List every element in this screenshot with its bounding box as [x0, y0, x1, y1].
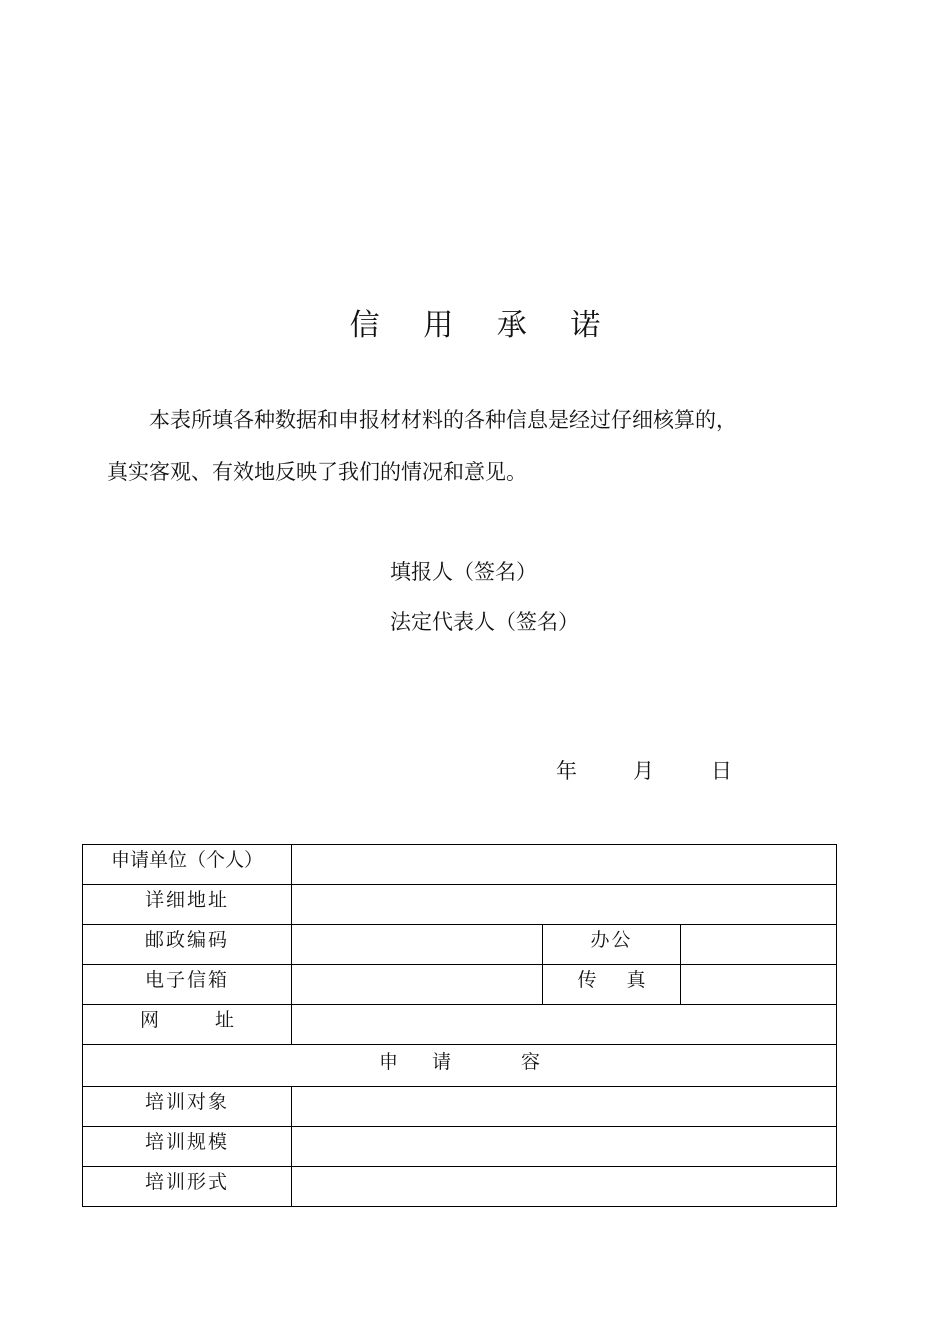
date-day-label: 日 — [711, 759, 732, 783]
address-field[interactable] — [292, 885, 837, 925]
scale-field[interactable] — [292, 1127, 837, 1167]
title-char: 信 — [349, 308, 380, 343]
content-header-char: 申 — [379, 1051, 399, 1073]
title-char: 承 — [496, 308, 527, 343]
content-header-char: 容 — [521, 1051, 541, 1073]
email-label: 电子信箱 — [83, 965, 292, 1005]
content-header-char: 请 — [432, 1051, 452, 1073]
form-row-applicant — [83, 845, 837, 885]
form-row-website — [83, 1005, 837, 1045]
scale-label: 培训规模 — [83, 1127, 292, 1167]
office-label: 办公 — [543, 925, 681, 965]
content-header — [83, 1045, 837, 1087]
website-label-char: 址 — [215, 1009, 235, 1031]
form-row-address — [83, 885, 837, 925]
fax-label-char: 传 — [577, 969, 597, 991]
target-field[interactable] — [292, 1087, 837, 1127]
filler-signature-label: 填报人（签名） — [390, 560, 537, 584]
address-label: 详细地址 — [83, 885, 292, 925]
commitment-text-2: 真实客观、有效地反映了我们的情况和意见。 — [107, 460, 527, 484]
form-row-scale — [83, 1127, 837, 1167]
target-label: 培训对象 — [83, 1087, 292, 1127]
commitment-line-1 — [107, 394, 867, 446]
form-row-format — [83, 1167, 837, 1207]
form-row-postcode — [83, 925, 837, 965]
website-label-char: 网 — [139, 1009, 159, 1031]
date-year-label: 年 — [556, 759, 577, 783]
format-label: 培训形式 — [83, 1167, 292, 1207]
postcode-field[interactable] — [292, 925, 543, 965]
fax-field[interactable] — [681, 965, 837, 1005]
form-row-content-header — [83, 1045, 837, 1087]
fax-label — [543, 965, 681, 1005]
legal-rep-signature-label: 法定代表人（签名） — [390, 610, 579, 634]
applicant-field[interactable] — [292, 845, 837, 885]
postcode-label: 邮政编码 — [83, 925, 292, 965]
office-field[interactable] — [681, 925, 837, 965]
applicant-label: 申请单位（个人） — [83, 845, 292, 885]
email-field[interactable] — [292, 965, 543, 1005]
form-row-email — [83, 965, 837, 1005]
website-field[interactable] — [292, 1005, 837, 1045]
application-form — [82, 844, 837, 1207]
form-row-target — [83, 1087, 837, 1127]
title-char: 用 — [423, 308, 454, 343]
commitment-line-2 — [107, 446, 867, 498]
website-label — [83, 1005, 292, 1045]
title-char: 诺 — [570, 308, 601, 343]
fax-label-char: 真 — [626, 969, 646, 991]
date-month-label: 月 — [633, 759, 654, 783]
page-title — [0, 300, 950, 344]
format-field[interactable] — [292, 1167, 837, 1207]
commitment-text-1: 本表所填各种数据和申报材材料的各种信息是经过仔细核算的， — [149, 408, 737, 432]
